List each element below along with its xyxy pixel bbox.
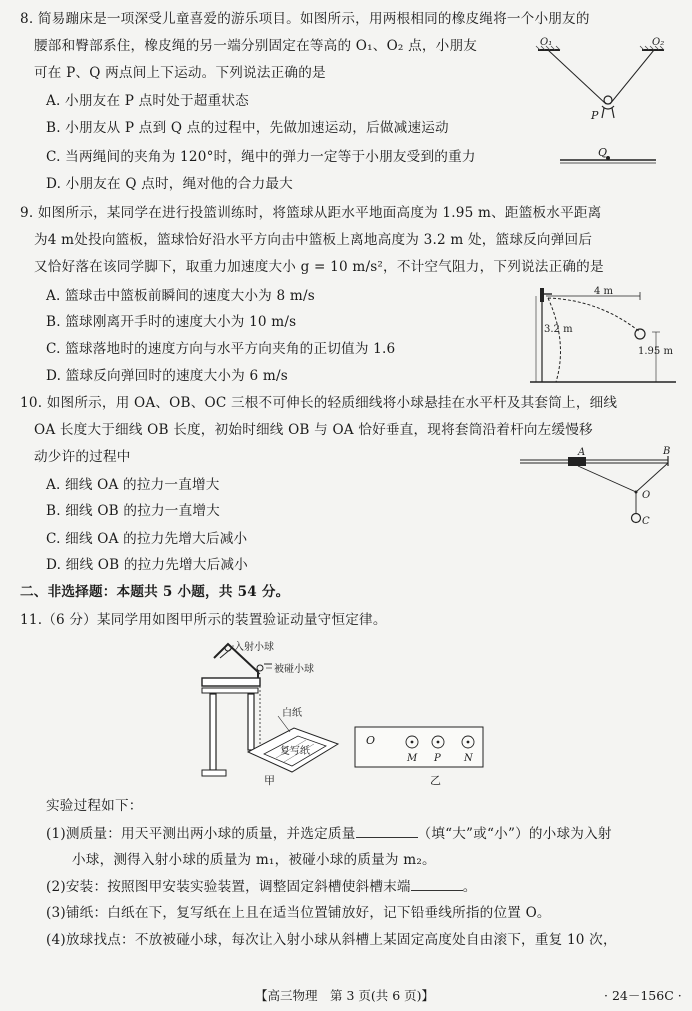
q9-option-c: C. 篮球落地时的速度方向与水平方向夹角的正切值为 1.6 xyxy=(46,341,396,357)
q11-step2-text-a: (2)安装：按照图甲安装实验装置，调整固定斜槽使斜槽末端 xyxy=(46,879,411,895)
q11-label-m: M xyxy=(407,753,418,764)
q8-option-b: B. 小朋友从 P 点到 Q 点的过程中，先做加速运动，后做减速运动 xyxy=(46,120,449,136)
q8-option-c: C. 当两绳间的夹角为 120°时，绳中的弹力一定等于小朋友受到的重力 xyxy=(46,149,476,165)
q10-option-a: A. 细线 OA 的拉力一直增大 xyxy=(46,477,220,493)
q11-label-incident-ball: 入射小球 xyxy=(234,642,274,653)
q10-label-a: A xyxy=(578,447,586,458)
q11-step2-text-b: 。 xyxy=(462,879,477,895)
q10-option-b: B. 细线 OB 的拉力一直增大 xyxy=(46,503,220,519)
q11-label-white-paper: 白纸 xyxy=(282,708,302,719)
q10-label-b: B xyxy=(663,446,671,457)
page-footer: 【高三物理 第 3 页(共 6 页)】 xyxy=(255,988,435,1003)
q9-option-b: B. 篮球刚离开手时的速度大小为 10 m/s xyxy=(46,314,297,330)
q8-option-a: A. 小朋友在 P 点时处于超重状态 xyxy=(46,93,249,109)
q11-step1-text-a: (1)测质量：用天平测出两小球的质量，并选定质量 xyxy=(46,826,356,842)
q9-line3: 又恰好落在该同学脚下，取重力加速度大小 g = 10 m/s²，不计空气阻力，下列说法正确的是 xyxy=(34,259,604,275)
q8-trampoline-figure xyxy=(530,36,670,166)
q9-label-1-95m: 1.95 m xyxy=(638,346,673,357)
q8-label-p: P xyxy=(591,109,599,122)
q8-label-q: Q xyxy=(598,146,608,159)
q11-label-jia: 甲 xyxy=(264,774,275,787)
q10-line2: OA 长度大于细线 OB 长度，初始时细线 OB 与 OA 恰好垂直，现将套筒沿着杆向左缓慢移 xyxy=(34,422,593,438)
q11-step3: (3)铺纸：白纸在下，复写纸在上且在适当位置铺放好，记下铅垂线所指的位置 O。 xyxy=(46,905,551,921)
q10-label-o: O xyxy=(642,490,651,501)
q8-line2: 腰部和臀部系住，橡皮绳的另一端分别固定在等高的 O₁、O₂ 点，小朋友 xyxy=(34,38,478,54)
q10-label-c: C xyxy=(642,516,650,527)
exam-code: · 24－156C · xyxy=(604,988,682,1003)
q11-label-p: P xyxy=(434,753,441,764)
q11-paper-yi xyxy=(354,726,494,786)
q11-step2 xyxy=(46,878,477,896)
q11-process: 实验过程如下： xyxy=(46,798,143,814)
q10-option-d: D. 细线 OB 的拉力先增大后减小 xyxy=(46,557,248,573)
q10-line3: 动少许的过程中 xyxy=(34,449,131,465)
q9-basketball-figure xyxy=(528,282,678,388)
q11-step2-blank xyxy=(411,878,463,891)
q8-label-o2: O₂ xyxy=(652,37,665,48)
q11-label-target-ball: 被碰小球 xyxy=(274,664,314,675)
q11-step1-text-b: （填“大”或“小”）的小球为入射 xyxy=(417,826,612,842)
q10-option-c: C. 细线 OA 的拉力先增大后减小 xyxy=(46,531,248,547)
q11-step4: (4)放球找点：不放被碰小球，每次让入射小球从斜槽上某固定高度处自由滚下，重复 10 次， xyxy=(46,932,617,948)
q9-line1: 9. 如图所示，某同学在进行投篮训练时，将篮球从距水平地面高度为 1.95 m、距篮板水平距离 xyxy=(20,205,602,221)
q8-option-d: D. 小朋友在 Q 点时，绳对他的合力最大 xyxy=(46,176,293,192)
q8-label-o1: O₁ xyxy=(540,37,553,48)
q11-step1 xyxy=(46,825,612,843)
q11-apparatus-jia xyxy=(198,636,346,786)
q11-step1-cont: 小球，测得入射小球的质量为 m₁，被碰小球的质量为 m₂。 xyxy=(72,852,436,868)
q10-rod-figure xyxy=(518,444,678,530)
q11-step1-blank xyxy=(356,825,418,838)
q9-label-4m: 4 m xyxy=(594,286,614,297)
q9-label-3-2m: 3.2 m xyxy=(544,324,573,335)
q11-label-o: O xyxy=(366,734,376,747)
q10-line1: 10. 如图所示，用 OA、OB、OC 三根不可伸长的轻质细线将小球悬挂在水平杆及其套筒上，细线 xyxy=(20,395,618,411)
q11-label-carbon-paper: 复写纸 xyxy=(280,746,310,757)
q9-option-a: A. 篮球击中篮板前瞬间的速度大小为 8 m/s xyxy=(46,288,315,304)
section-heading: 二、非选择题：本题共 5 小题，共 54 分。 xyxy=(20,584,290,600)
q9-option-d: D. 篮球反向弹回时的速度大小为 6 m/s xyxy=(46,368,288,384)
q8-line3: 可在 P、Q 两点间上下运动。下列说法正确的是 xyxy=(34,65,326,81)
q8-line1: 8. 简易蹦床是一项深受儿童喜爱的游乐项目。如图所示，用两根相同的橡皮绳将一个小朋友的 xyxy=(20,11,590,27)
q11-label-yi: 乙 xyxy=(430,774,441,787)
q11-label-n: N xyxy=(464,753,473,764)
q9-line2: 为4 m处投向篮板，篮球恰好沿水平方向击中篮板上离地高度为 3.2 m 处，篮球反向弹回后 xyxy=(34,232,593,248)
q11-line1: 11.（6 分）某同学用如图甲所示的装置验证动量守恒定律。 xyxy=(20,612,387,628)
